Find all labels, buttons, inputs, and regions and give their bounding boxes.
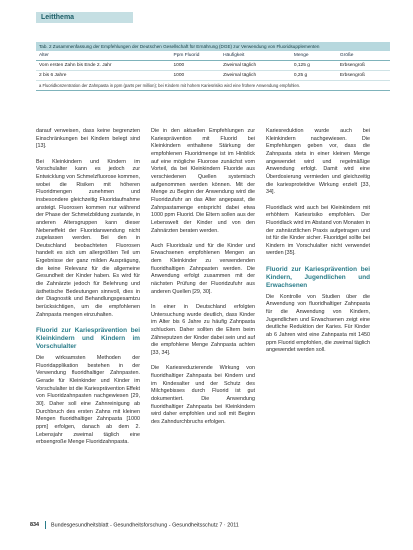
section-heading: Fluorid zur Kariesprävention bei Kindern, Jugendlichen und Erwachsenen	[266, 265, 370, 289]
table-cell: Zweimal täglich	[220, 61, 291, 71]
table-row	[36, 71, 390, 81]
table-caption: Tab. 2 Zusammenfassung der Empfehlungen der Deutschen Gesellschaft für Ernährung (DGE) zur Verwendung von Fluoridsupplementen	[36, 42, 390, 51]
paragraph: Die Kariesreduzierende Wirkung von fluoridhaltiger Zahnpasta bei Kindern und im Kindesalter und der Schutz des Milchgebisses durch Fluorid ist gut dokumentiert. Die Anwendung fluoridhaltiger Zahnpasta bei Kleinkindern wird daher empfohlen und soll mit Beginn des Zahndurchbruchs erfolgen.	[151, 365, 255, 425]
table-cell: 1000	[171, 71, 221, 81]
table-header-row	[36, 51, 390, 61]
paragraph: Die wirksamsten Methoden der Fluoridapplikation bestehen in der Verwendung fluoridhaltiger Zahnpasten. Gerade für Kleinkinder und Kinder im Vorschulalter ist die Kariesprävention Effekt von Fluoridzahnpasten nachgewiesen [29, 30]. Daher soll eine Zahnreinigung ab Durchbruch des ersten Zahns mit kleinen Mengen fluoridhaltiger Zahnpasta [1000 ppm] erfolgen, danach ab dem 2. Lebensjahr zweimal täglich eine erbsengroße Menge Fluoridzahnpasta.	[36, 355, 140, 446]
table-footnote: a Fluoridkonzentration der Zahnpasta in ppm (parts per million); bei Kindern mit hohem Kariesrisiko wird eine frühere Anwendung empfohlen.	[36, 81, 390, 91]
table-header-cell: Ppm Fluorid	[171, 51, 221, 61]
page-footer	[30, 521, 400, 530]
table-cell: 1000	[171, 61, 221, 71]
table-cell: Vom ersten Zahn bis Ende 2. Jahr	[36, 61, 171, 71]
table-header-cell: Menge	[291, 51, 337, 61]
paragraph: Auch Fluoridsalz und für die Kinder und Erwachsenen empfohlenen Mengen an dem Kleinkinder zu verwendenden fluoridhaltigen Zahnpasten werden. Die Anwendung erfolgt zusammen mit der nächsten Prüfung der Fluoridzufuhr aus anderen Quellen [29, 30].	[151, 242, 255, 295]
paragraph: In einer in Deutschland erfolgten Untersuchung wurde deutlich, dass Kinder im Alter bis 6 Jahre zu häufig Zahnpasta schlucken. Daher sollten die Eltern beim Zähneputzen der Kinder dabei sein und auf die empfohlene Menge Zahnpasta achten [33, 34].	[151, 304, 255, 356]
paragraph: Die in den aktuellen Empfehlungen zur Kariesprävention mit Fluorid bei Kleinkindern enthaltene Stärkung der empfohlenen Fluoridmenge ist im Hinblick auf eine mögliche Fluorose zunächst vom Vorteil, da bei Kleinkindern Fluoride aus verschiedenen Quellen systemisch aufgenommen werden können. Mit der Menge zu Beginn der Anwendung wird die Fluoridzufuhr an das Alter angepasst, die Zahnpastamenge entspricht dabei etwa 1000 ppm Fluorid. Die Eltern sollen aus der Lebenswelt der Kinder und von den Zahnärzten beraten werden.	[151, 128, 255, 234]
recommendation-table	[36, 42, 390, 91]
text-column-1	[36, 128, 140, 455]
table-header-cell: Alter	[36, 51, 171, 61]
paragraph: darauf verweisen, dass keine begrenzten Einschränkungen bei Kindern belegt sind [13].	[36, 128, 140, 150]
paragraph: Die Kontrolle von Studien über die Anwendung von fluoridhaltiger Zahnpasta für die Anwendung von Kindern, Jugendlichen und Erwachsenen zeigt eine deutliche Reduktion der Karies. Für Kinder ab 6 Jahren wird eine Zahnpasta mit 1450 ppm Fluorid empfohlen, die zweimal täglich angewendet werden soll.	[266, 293, 370, 354]
footer-divider	[45, 521, 46, 529]
table-cell: 0,25 g	[291, 71, 337, 81]
table-cell: Erbsengroß	[337, 61, 390, 71]
paragraph: Kariesreduktion wurde auch bei Kleinkindern nachgewiesen. Die Empfehlungen geben vor, dass die Zahnpasta stets in einer kleinen Menge angewendet wird und regelmäßige Anwendung erfolgt. Damit wird eine Überdosierung vermieden und gleichzeitig die kariesprotektive Wirkung erzielt [33, 34].	[266, 128, 370, 196]
text-column-2	[151, 128, 255, 434]
journal-name: Bundesgesundheitsblatt - Gesundheitsforschung - Gesundheitsschutz 7 · 2011	[51, 522, 239, 529]
table-cell: 0,125 g	[291, 61, 337, 71]
table-cell: 2 bis 6 Jahre	[36, 71, 171, 81]
table-header-cell: Größe	[337, 51, 390, 61]
paragraph: Bei Kleinkindern und Kindern im Vorschulalter kann es jedoch zur Entwicklung von Schmelzfluorose kommen, wobei die Risiken mit höheren Fluoridmengen zunehmen und insbesondere gleichzeitig Fluoridaufnahme ansteigt. Fluorosen kommen nur während der Phase der Schmelzbildung zustande, in anderen Altersgruppen kann dieser Nebeneffekt der Fluoridanwendung nicht zugelassen werden. Bei den in Deutschland beobachteten Fluorosen handelt es sich um allergrößten Teil um Ergebnisse der ganz milden Ausprägung, die keine Relevanz für die allgemeine Gesundheit der Kinder haben. Es wird für die Zahnärzte jedoch für Belehrung und ästhetische Bedeutungen sinnvoll, dies in der Diagnostik und Behandlungsgesamtzu berücksichtigen, um die empfohlenen Zahnpasta mengen einzuhalten.	[36, 158, 140, 318]
table-cell: Zweimal täglich	[220, 71, 291, 81]
section-label: Leitthema	[36, 12, 133, 23]
table-cell: Erbsengroß	[337, 71, 390, 81]
page-number: 834	[30, 522, 39, 529]
table-header-cell: Häufigkeit	[220, 51, 291, 61]
section-heading: Fluorid zur Kariesprävention bei Kleinkindern und Kindern im Vorschulalter	[36, 327, 140, 351]
table-grid	[36, 51, 390, 81]
text-column-3	[266, 128, 370, 363]
table-row	[36, 61, 390, 71]
paragraph: Fluoridlack wird auch bei Kleinkindern mit erhöhtem Kariesrisiko empfohlen. Der Fluoridlack wird im Abstand von Monaten in der zahnärztlichen Praxis aufgetragen und ist für die Kinder sicher. Fluoridgel sollte bei Kindern im Vorschulalter nicht verwendet werden [35].	[266, 204, 370, 257]
